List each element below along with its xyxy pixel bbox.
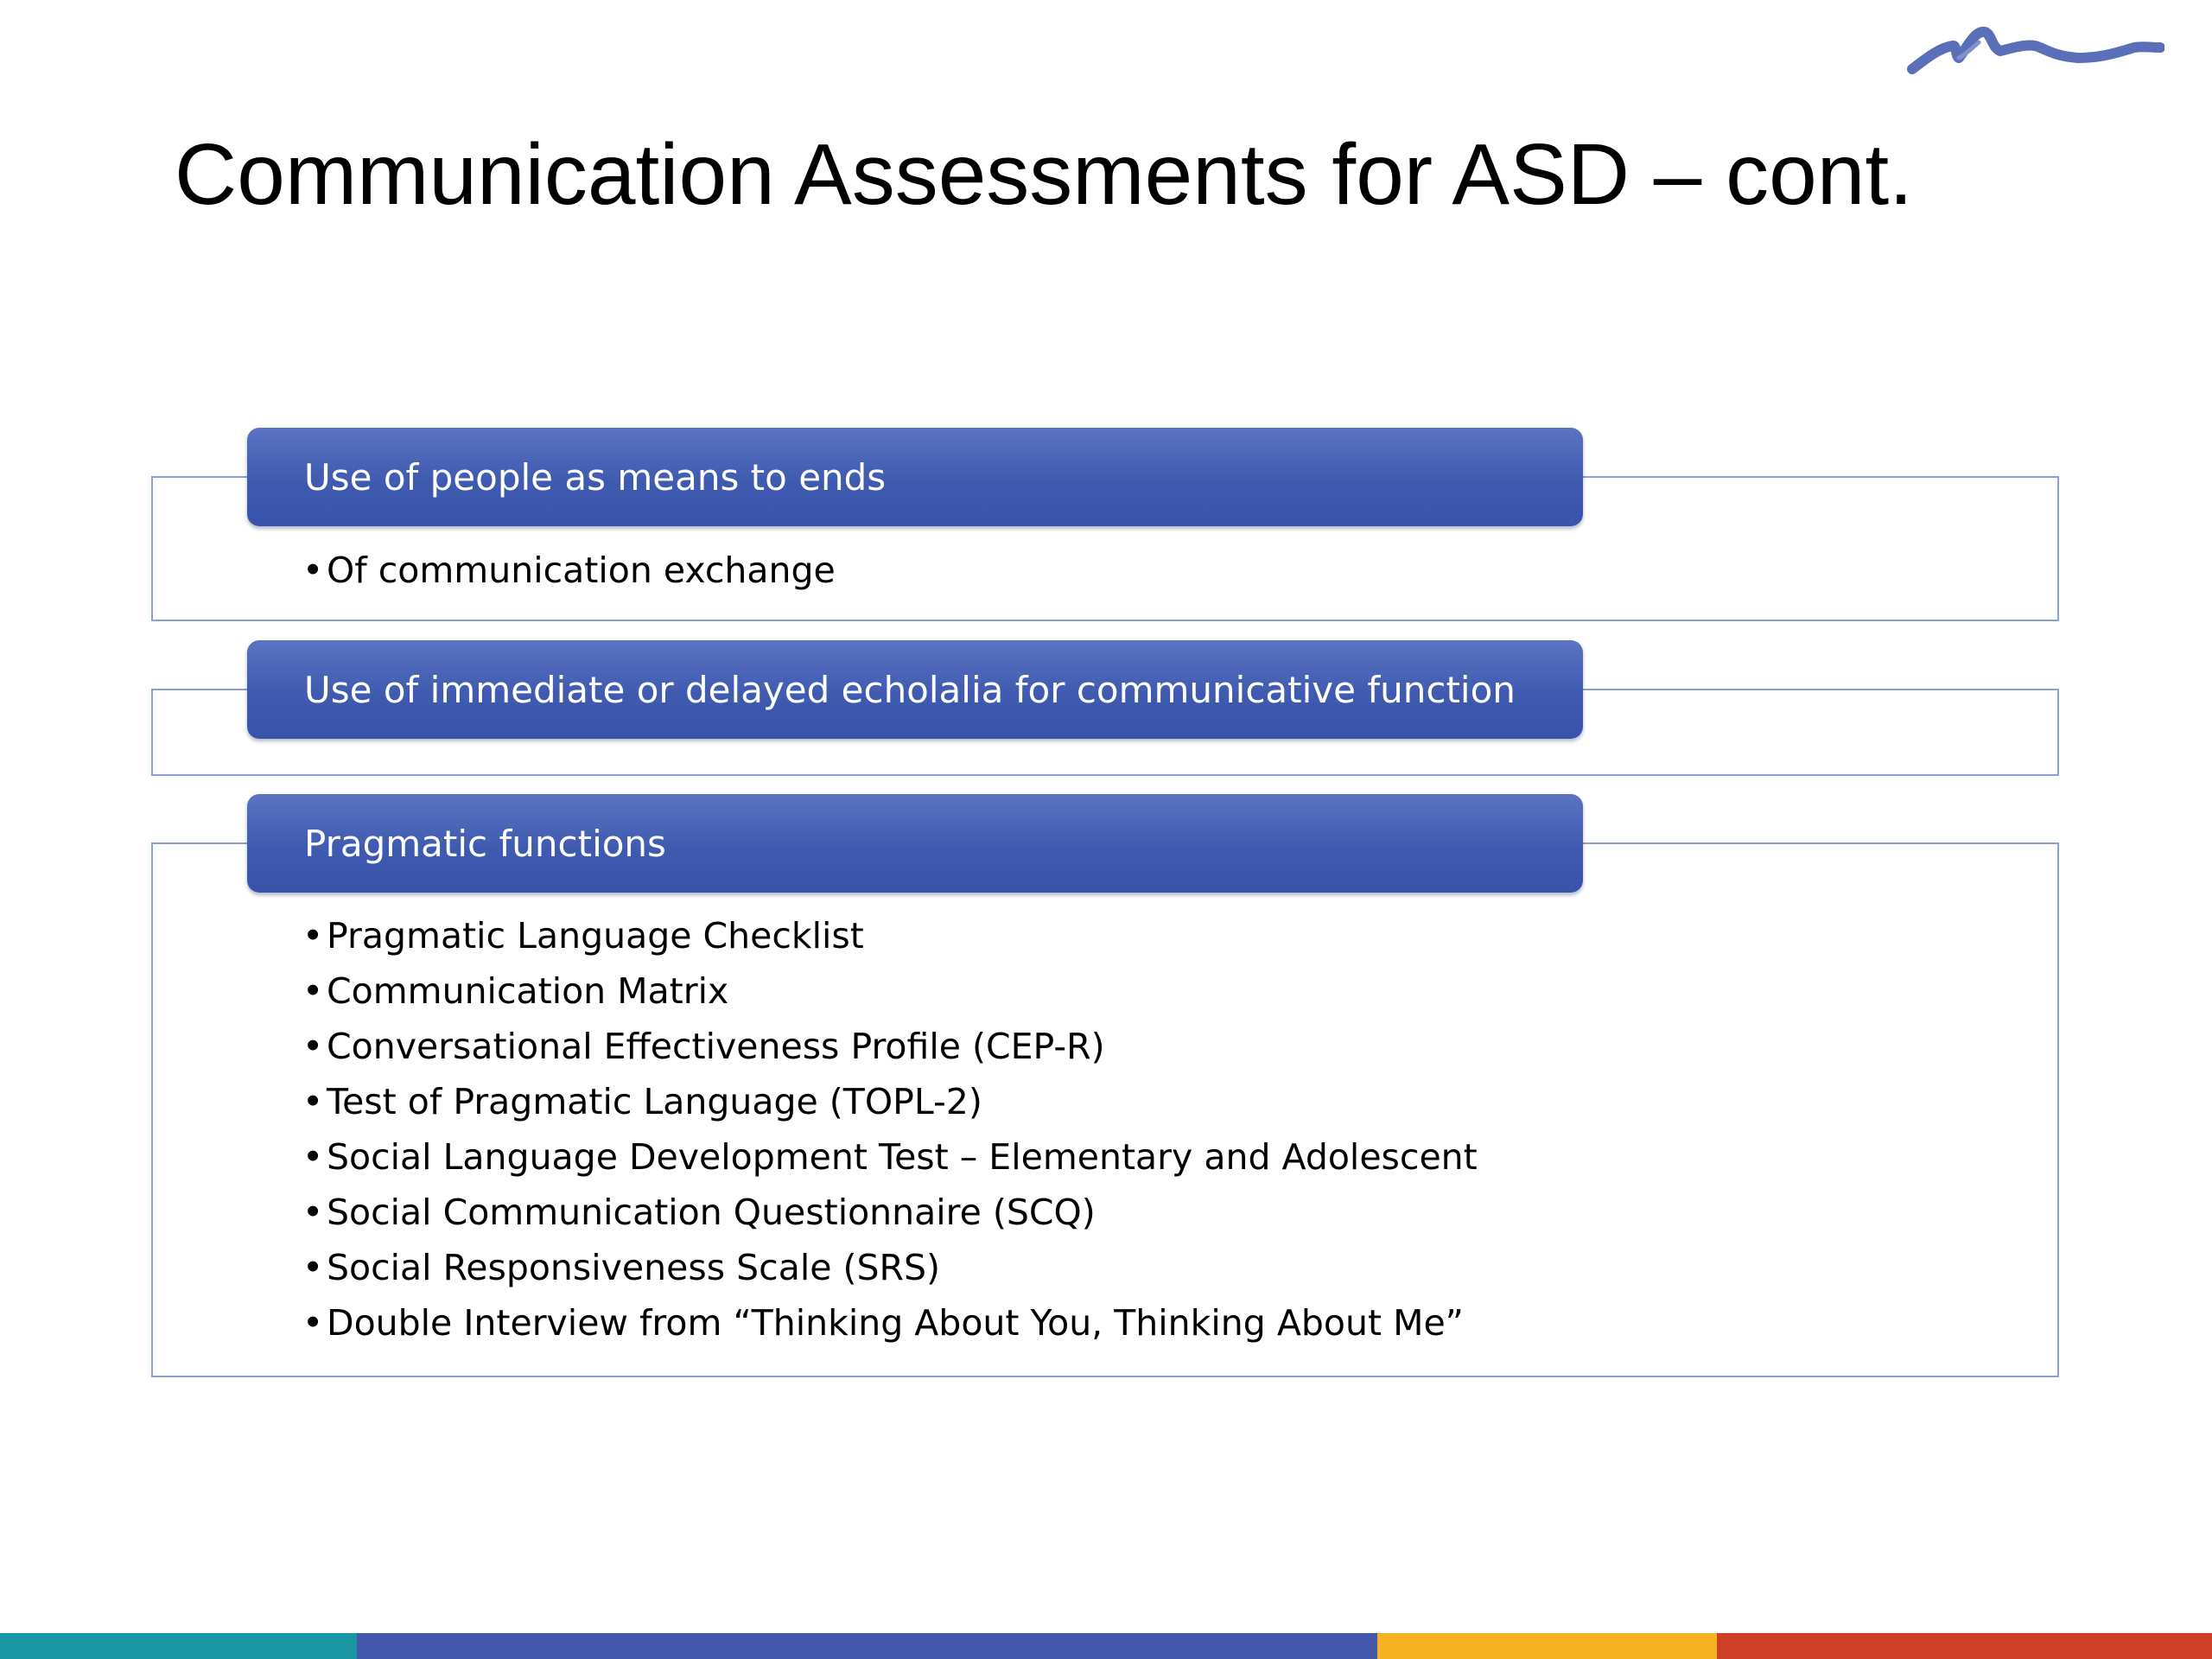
bullet-text: Communication Matrix (327, 970, 729, 1012)
mountain-logo-icon (1905, 22, 2164, 82)
bullet-dot: • (302, 1192, 324, 1233)
bullet-dot: • (302, 1302, 324, 1344)
group-header-label: Pragmatic functions (304, 822, 666, 865)
list-item (302, 1240, 1478, 1295)
bullet-text: Double Interview from “Thinking About You, Thinking About Me” (327, 1302, 1464, 1344)
bullet-dot: • (302, 915, 324, 957)
group-header-people-means (247, 428, 1583, 526)
bullet-dot: • (302, 1136, 324, 1178)
bullet-text: Of communication exchange (327, 550, 836, 591)
footer-segment-red (1717, 1633, 2212, 1659)
list-item (302, 1019, 1478, 1074)
group-header-echolalia (247, 640, 1583, 739)
bullet-dot: • (302, 970, 324, 1012)
list-item (302, 1185, 1478, 1240)
bullet-list-pragmatic (302, 908, 1478, 1351)
list-item (302, 1295, 1478, 1351)
bullet-text: Test of Pragmatic Language (TOPL-2) (327, 1081, 982, 1122)
slide-title: Communication Assessments for ASD – cont. (175, 126, 1913, 223)
bullet-dot: • (302, 1026, 324, 1067)
bullet-text: Social Communication Questionnaire (SCQ) (327, 1192, 1096, 1233)
bullet-text: Conversational Effectiveness Profile (CEP-R) (327, 1026, 1105, 1067)
list-item (302, 963, 1478, 1019)
bullet-text: Pragmatic Language Checklist (327, 915, 864, 957)
footer-color-bar (0, 1633, 2212, 1659)
footer-segment-teal (0, 1633, 357, 1659)
bullet-dot: • (302, 1247, 324, 1288)
bullet-list-people-means (302, 543, 836, 598)
list-item (302, 1129, 1478, 1185)
bullet-dot: • (302, 1081, 324, 1122)
list-item (302, 908, 1478, 963)
footer-segment-yellow (1377, 1633, 1717, 1659)
bullet-dot: • (302, 550, 324, 591)
bullet-text: Social Responsiveness Scale (SRS) (327, 1247, 940, 1288)
group-header-pragmatic (247, 794, 1583, 893)
list-item (302, 543, 836, 598)
footer-segment-blue (357, 1633, 1377, 1659)
list-item (302, 1074, 1478, 1129)
group-header-label: Use of immediate or delayed echolalia for communicative function (304, 668, 1516, 711)
group-header-label: Use of people as means to ends (304, 455, 887, 499)
bullet-text: Social Language Development Test – Elementary and Adolescent (327, 1136, 1478, 1178)
